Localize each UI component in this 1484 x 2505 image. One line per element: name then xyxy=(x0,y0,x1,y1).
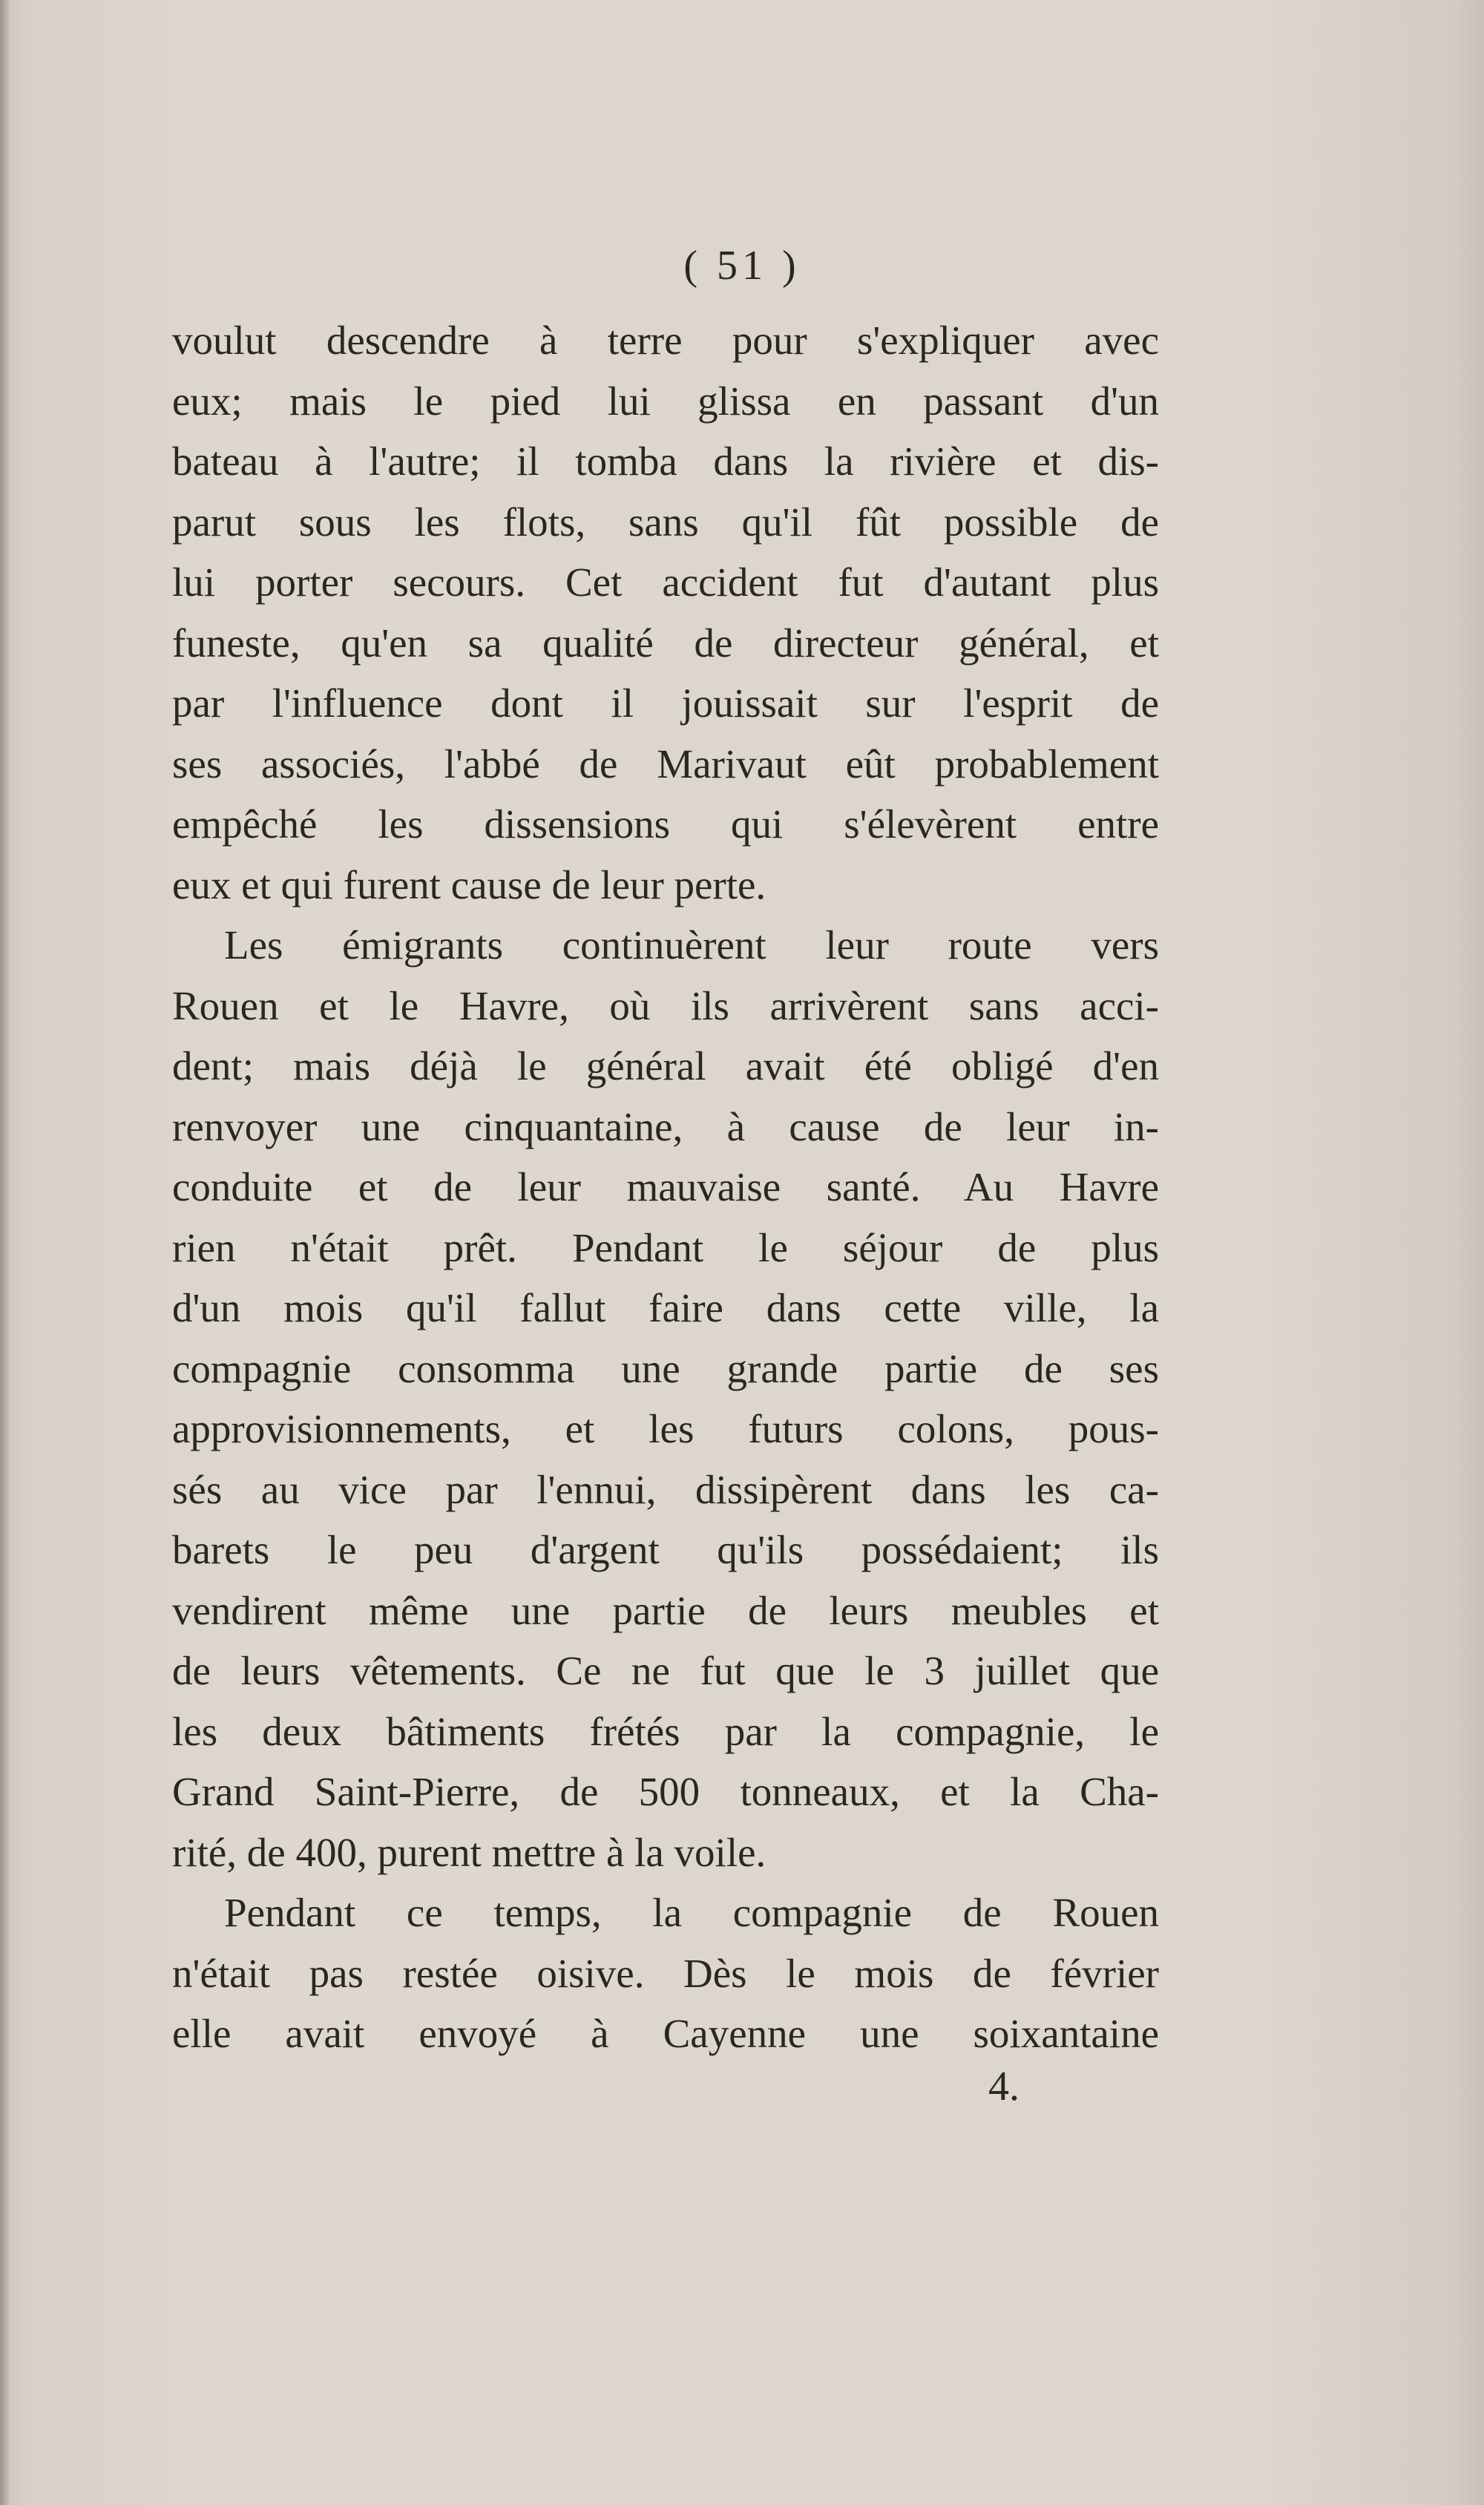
text-line: sés au vice par l'ennui, dissipèrent dans les ca- xyxy=(172,1466,1159,1512)
text-line: parut sous les flots, sans qu'il fût possible de xyxy=(172,499,1159,545)
text-line: lui porter secours. Cet accident fut d'autant plus xyxy=(172,559,1159,605)
page-number: ( 51 ) xyxy=(683,243,801,289)
text-line: n'était pas restée oisive. Dès le mois de février xyxy=(172,1950,1159,1996)
text-line: renvoyer une cinquantaine, à cause de leur in- xyxy=(172,1103,1159,1149)
text-line: conduite et de leur mauvaise santé. Au Havre xyxy=(172,1164,1159,1209)
text-line: funeste, qu'en sa qualité de directeur général, et xyxy=(172,620,1159,666)
text-line: barets le peu d'argent qu'ils possédaient; ils xyxy=(172,1527,1159,1572)
text-line: Rouen et le Havre, où ils arrivèrent sans acci- xyxy=(172,982,1159,1028)
text-line: dent; mais déjà le général avait été obligé d'en xyxy=(172,1043,1159,1089)
text-line: Grand Saint-Pierre, de 500 tonneaux, et la Cha- xyxy=(172,1769,1159,1814)
text-line: eux et qui furent cause de leur perte. xyxy=(172,861,766,907)
text-line: elle avait envoyé à Cayenne une soixantaine xyxy=(172,2011,1159,2056)
body-text xyxy=(172,310,1159,2064)
text-line: Pendant ce temps, la compagnie de Rouen xyxy=(224,1890,1159,1935)
text-line: bateau à l'autre; il tomba dans la rivière et dis- xyxy=(172,439,1159,484)
page-edge-shadow xyxy=(0,0,10,2505)
text-line: d'un mois qu'il fallut faire dans cette ville, la xyxy=(172,1285,1159,1330)
text-line: de leurs vêtements. Ce ne fut que le 3 juillet que xyxy=(172,1648,1159,1693)
signature-mark: 4. xyxy=(988,2064,1020,2110)
text-line: compagnie consomma une grande partie de ses xyxy=(172,1345,1159,1391)
text-line: rité, de 400, purent mettre à la voile. xyxy=(172,1829,766,1875)
text-line: les deux bâtiments frétés par la compagnie, le xyxy=(172,1708,1159,1754)
text-line: vendirent même une partie de leurs meubles et xyxy=(172,1587,1159,1633)
text-line: voulut descendre à terre pour s'expliquer avec xyxy=(172,318,1159,363)
text-line: approvisionnements, et les futurs colons, pous- xyxy=(172,1406,1159,1451)
text-line: Les émigrants continuèrent leur route vers xyxy=(224,922,1159,968)
text-line: ses associés, l'abbé de Marivaut eût probablement xyxy=(172,741,1159,787)
text-line: par l'influence dont il jouissait sur l'esprit de xyxy=(172,680,1159,726)
text-line: rien n'était prêt. Pendant le séjour de plus xyxy=(172,1224,1159,1270)
text-line: empêché les dissensions qui s'élevèrent entre xyxy=(172,801,1159,847)
text-line: eux; mais le pied lui glissa en passant d'un xyxy=(172,378,1159,424)
